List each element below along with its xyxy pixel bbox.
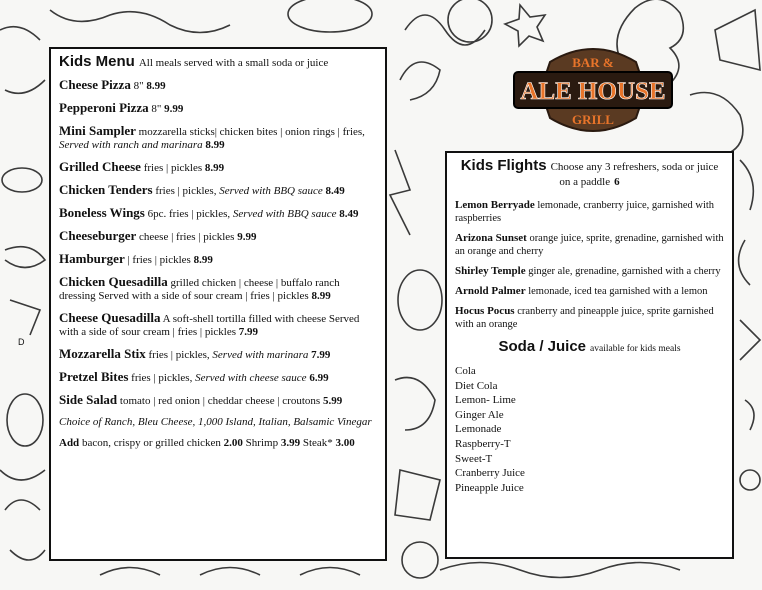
kids-menu-header <box>59 53 377 72</box>
menu-item-price: 8.99 <box>146 80 166 92</box>
menu-item-desc: 8" <box>133 80 144 92</box>
menu-item-price: 8.99 <box>204 162 225 174</box>
kids-flights-price: 6 <box>614 176 620 188</box>
logo-main-text: ALE HOUSE <box>520 78 666 105</box>
menu-item-price: 8.49 <box>339 208 359 220</box>
flight-item-desc: cranberry and pineapple juice, sprite garnished with an orange <box>455 306 714 330</box>
menu-item-name: Mini Sampler <box>59 123 136 138</box>
menu-item-name: Cheese Pizza <box>59 77 131 92</box>
soda-item: Diet Cola <box>455 379 498 392</box>
add-on-price2: 3.99 <box>280 437 301 449</box>
stray-mark: D <box>18 337 25 347</box>
menu-item <box>59 78 377 93</box>
logo-graphic <box>510 42 676 138</box>
menu-item-price: 9.99 <box>237 231 257 243</box>
kids-menu-title: Kids Menu <box>59 53 135 70</box>
kids-flights-title: Kids Flights <box>460 157 547 174</box>
menu-item-desc: mozzarella sticks| chicken bites | onion rings | fries, <box>138 126 365 138</box>
flight-item-name: Lemon Berryade <box>455 199 535 211</box>
soda-header <box>455 338 724 356</box>
kids-flights-header <box>455 159 724 189</box>
menu-item-desc: fries | pickles <box>143 162 203 174</box>
ale-house-logo <box>510 42 676 138</box>
menu-item <box>59 101 377 116</box>
soda-item: Cola <box>455 365 476 377</box>
kids-flights-items <box>455 199 724 331</box>
menu-item-desc: grilled chicken | cheese | buffalo ranch dressing Served with a side of sour cream | fries | pickles <box>59 277 340 302</box>
soda-item: Lemonade <box>455 423 502 436</box>
flight-item-name: Shirley Temple <box>455 265 526 277</box>
menu-item <box>59 229 377 244</box>
add-on-text3: Steak* <box>302 437 333 449</box>
menu-item <box>59 160 377 175</box>
menu-item-name: Cheese Quesadilla <box>59 310 161 325</box>
soda-item: Sweet-T <box>455 452 493 465</box>
menu-item <box>59 393 377 408</box>
menu-item <box>59 206 377 221</box>
menu-item <box>59 347 377 362</box>
add-on-text1: bacon, crispy or grilled chicken <box>81 437 221 449</box>
menu-item-name: Cheeseburger <box>59 228 137 243</box>
menu-item-price: 8.49 <box>325 185 345 197</box>
flight-item-desc: ginger ale, grenadine, garnished with a cherry <box>528 266 721 277</box>
kids-menu-panel <box>49 47 387 561</box>
kids-menu-items <box>59 78 377 408</box>
soda-subtitle: available for kids meals <box>590 344 681 354</box>
menu-item-desc: tomato | red onion | cheddar cheese | croutons <box>119 395 321 407</box>
menu-item-note: Served with ranch and marinara <box>59 139 203 151</box>
kids-flights-panel <box>445 151 734 559</box>
flight-item-desc: lemonade, cranberry juice, garnished with raspberries <box>455 200 715 224</box>
menu-item-price: 9.99 <box>164 103 184 115</box>
flight-item-desc: lemonade, iced tea garnished with a lemon <box>528 286 708 297</box>
flight-item <box>455 285 724 298</box>
menu-item <box>59 183 377 198</box>
flight-item-name: Arizona Sunset <box>455 232 527 244</box>
menu-item-name: Pepperoni Pizza <box>59 100 149 115</box>
menu-item <box>59 311 377 339</box>
menu-item-desc: fries | pickles, <box>155 185 217 197</box>
menu-item-price: 8.99 <box>205 139 225 151</box>
menu-item-name: Side Salad <box>59 392 118 407</box>
menu-item-desc: 8" <box>151 103 162 115</box>
menu-item-price: 8.99 <box>193 254 213 266</box>
menu-item-note: Served with BBQ sauce <box>219 185 323 197</box>
dressing-note: Choice of Ranch, Bleu Cheese, 1,000 Island, Italian, Balsamic Vinegar <box>59 416 372 428</box>
flight-item <box>455 199 724 225</box>
soda-item: Cranberry Juice <box>455 467 525 480</box>
soda-item: Pineapple Juice <box>455 481 524 494</box>
add-on-price3: 3.00 <box>335 437 355 449</box>
menu-item-price: 6.99 <box>309 372 329 384</box>
flight-item-name: Arnold Palmer <box>455 285 526 297</box>
menu-item <box>59 124 377 152</box>
soda-list <box>455 364 724 495</box>
menu-item-desc: fries | pickles, <box>131 372 193 384</box>
menu-item-note: Served with marinara <box>212 349 309 361</box>
kids-menu-subtitle: All meals served with a small soda or juice <box>138 57 329 69</box>
menu-item-name: Mozzarella Stix <box>59 346 146 361</box>
menu-item <box>59 252 377 267</box>
flight-item <box>455 232 724 258</box>
soda-item: Raspberry-T <box>455 437 511 450</box>
soda-item: Ginger Ale <box>455 408 504 421</box>
menu-item-name: Pretzel Bites <box>59 369 129 384</box>
add-on-text2: Shrimp <box>245 437 279 449</box>
flight-item-desc: orange juice, sprite, grenadine, garnished with an orange and cherry <box>455 233 724 257</box>
logo-bottom-text: GRILL <box>572 112 614 127</box>
menu-item-name: Hamburger <box>59 251 125 266</box>
menu-item-note: Served with cheese sauce <box>195 372 307 384</box>
menu-item-desc: 6pc. fries | pickles, <box>147 208 231 220</box>
kids-flights-subtitle: Choose any 3 refreshers, soda or juice on a paddle <box>550 161 719 188</box>
flight-item <box>455 265 724 278</box>
menu-item-name: Chicken Tenders <box>59 182 153 197</box>
menu-item-note: Served with BBQ sauce <box>232 208 337 220</box>
flight-item-name: Hocus Pocus <box>455 305 515 317</box>
menu-item-name: Boneless Wings <box>59 205 145 220</box>
menu-item-price: 8.99 <box>311 290 331 302</box>
menu-item-price: 7.99 <box>238 326 258 338</box>
flight-item <box>455 305 724 331</box>
add-on-label: Add <box>59 437 80 449</box>
menu-item-desc: | fries | pickles <box>127 254 191 266</box>
menu-item-price: 5.99 <box>322 395 343 407</box>
menu-item-price: 7.99 <box>311 349 331 361</box>
soda-title: Soda / Juice <box>498 338 587 355</box>
menu-item-desc: cheese | fries | pickles <box>139 231 235 243</box>
add-on-line <box>59 437 377 450</box>
menu-item <box>59 370 377 385</box>
add-on-price1: 2.00 <box>223 437 243 449</box>
menu-item-desc: fries | pickles, <box>148 349 210 361</box>
logo-top-text: BAR & <box>572 55 614 70</box>
menu-item-desc: A soft-shell tortilla filled with cheese Served with a side of sour cream | fries | pickles <box>59 313 360 338</box>
soda-item: Lemon- Lime <box>455 394 516 407</box>
menu-item-name: Grilled Cheese <box>59 159 141 174</box>
menu-item <box>59 275 377 303</box>
menu-item-name: Chicken Quesadilla <box>59 274 168 289</box>
